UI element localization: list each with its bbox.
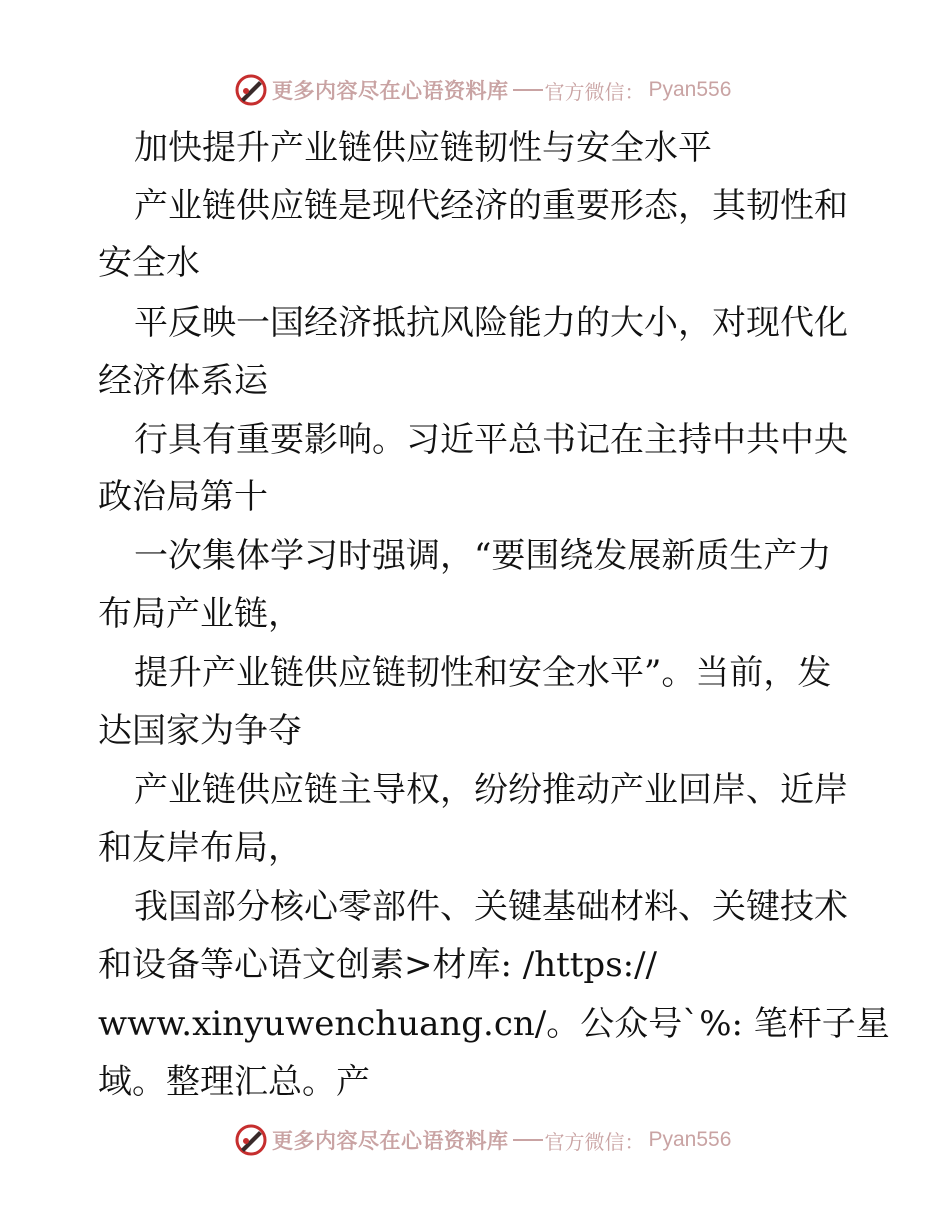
paragraph-line: 产业链供应链主导权，纷纷推动产业回岸、近岸 [134,770,848,810]
document-title: 加快提升产业链供应链韧性与安全水平 [134,128,712,168]
paragraph-line: 一次集体学习时强调，“要围绕发展新质生产力 [134,536,832,576]
footer-banner-content [234,1120,731,1160]
header-wechat-label: 官方微信： [544,79,645,104]
paragraph-line: 安全水 [98,243,200,283]
footer-slogan: 更多内容尽在心语资料库 [272,1129,509,1153]
header-dash [513,89,543,91]
header-banner-content [234,70,731,110]
header-slogan: 更多内容尽在心语资料库 [272,79,509,103]
paragraph-line: 和友岸布局， [98,828,302,868]
logo-icon [234,73,268,107]
footer-dash [513,1139,543,1141]
paragraph-line: www.xinyuwenchuang.cn/。公众号`%: 笔杆子星 [98,1004,890,1044]
logo-icon [234,1123,268,1157]
paragraph-line: 布局产业链， [98,594,302,634]
paragraph-line: 产业链供应链是现代经济的重要形态，其韧性和 [134,186,848,226]
footer-banner [0,1120,950,1160]
paragraph-line: 和设备等心语文创素>材库: /https:// [98,945,658,985]
paragraph-line: 行具有重要影响。习近平总书记在主持中共中央 [134,420,848,460]
header-wechat-id: Pyan556 [648,78,732,101]
paragraph-line: 达国家为争夺 [98,711,302,751]
paragraph-line: 经济体系运 [98,361,268,401]
paragraph-line: 域。整理汇总。产 [98,1062,370,1102]
footer-wechat-label: 官方微信： [544,1129,645,1154]
paragraph-line: 平反映一国经济抵抗风险能力的大小，对现代化 [134,303,848,343]
paragraph-line: 政治局第十 [98,477,268,517]
footer-wechat-id: Pyan556 [648,1128,732,1151]
paragraph-line: 我国部分核心零部件、关键基础材料、关键技术 [134,887,848,927]
header-banner [0,70,950,110]
paragraph-line: 提升产业链供应链韧性和安全水平”。当前，发 [134,653,832,693]
